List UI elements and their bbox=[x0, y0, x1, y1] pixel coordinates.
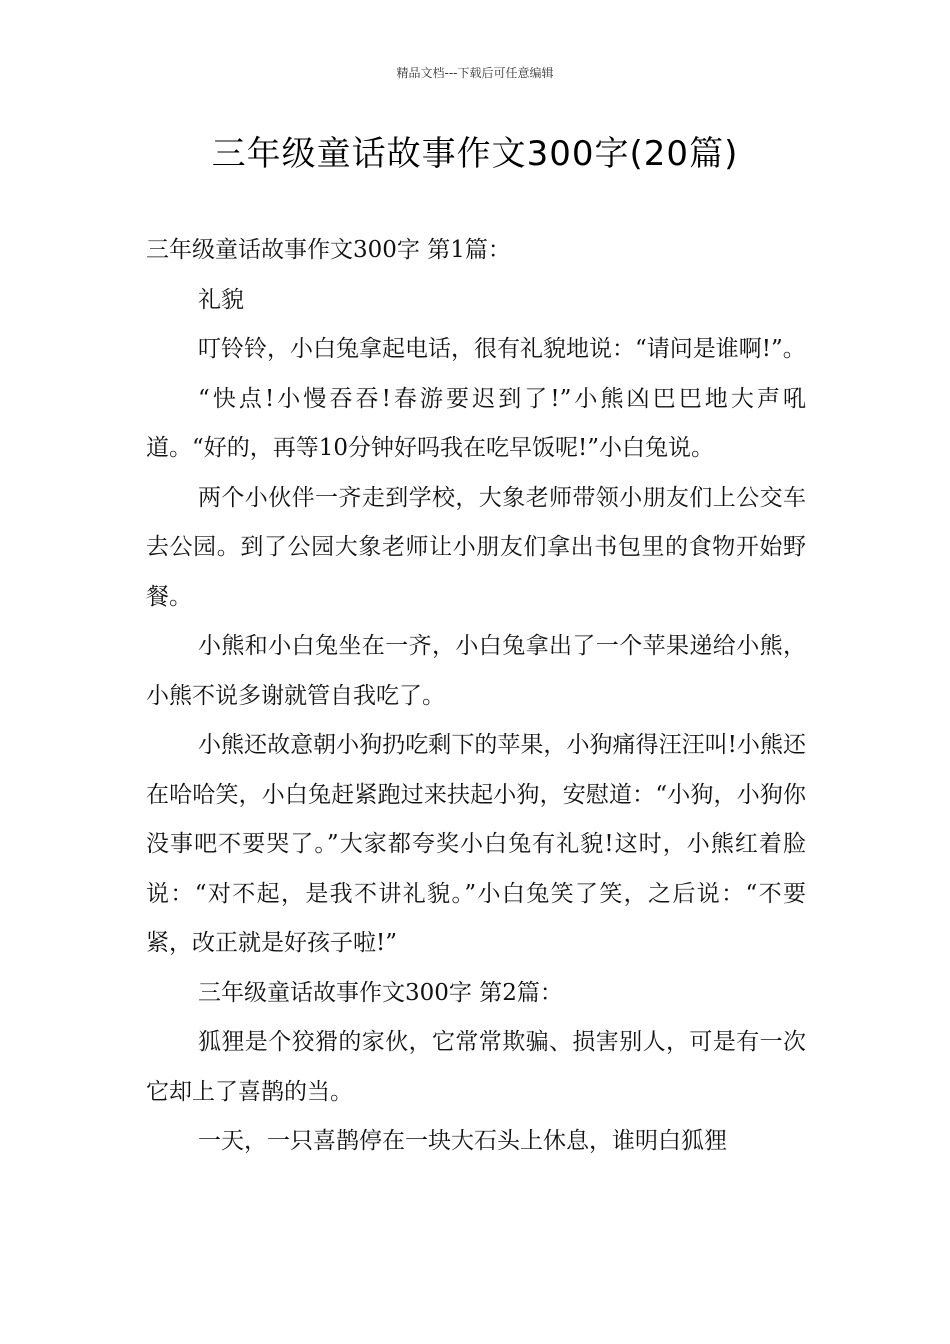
body-paragraph: “快点!小慢吞吞!春游要迟到了!”小熊凶巴巴地大声吼道。“好的，再等10分钟好吗我在吃早饭呢!”小白兔说。 bbox=[146, 385, 806, 461]
body-paragraph: 叮铃铃，小白兔拿起电话，很有礼貌地说：“请问是谁啊!”。 bbox=[198, 336, 806, 362]
story-title: 礼貌 bbox=[198, 286, 244, 313]
body-paragraph: 一天，一只喜鹊停在一块大石头上休息，谁明白狐狸 bbox=[198, 1128, 727, 1154]
section-heading-2: 三年级童话故事作文300字 第2篇： bbox=[198, 979, 563, 1006]
document-body bbox=[146, 226, 806, 1167]
body-paragraph: 两个小伙伴一齐走到学校，大象老师带领小朋友们上公交车去公园。到了公园大象老师让小朋友们拿出书包里的食物开始野餐。 bbox=[146, 484, 806, 610]
body-paragraph: 小熊和小白兔坐在一齐，小白兔拿出了一个苹果递给小熊，小熊不说多谢就管自我吃了。 bbox=[146, 633, 806, 709]
header-note: 精品文档---下载后可任意编辑 bbox=[396, 66, 554, 80]
body-paragraph: 狐狸是个狡猾的家伙，它常常欺骗、损害别人，可是有一次它却上了喜鹊的当。 bbox=[146, 1029, 806, 1105]
section-heading-1: 三年级童话故事作文300字 第1篇： bbox=[146, 237, 511, 263]
document-title: 三年级童话故事作文300字(20篇) bbox=[211, 134, 739, 174]
body-paragraph: 小熊还故意朝小狗扔吃剩下的苹果，小狗痛得汪汪叫!小熊还在哈哈笑，小白兔赶紧跑过来扶起小狗，安慰道：“小狗，小狗你没事吧不要哭了。”大家都夸奖小白兔有礼貌!这时，小熊红着脸说：“对不起，是我不讲礼貌。”小白兔笑了笑，之后说：“不要紧，改正就是好孩子啦!” bbox=[146, 732, 806, 956]
